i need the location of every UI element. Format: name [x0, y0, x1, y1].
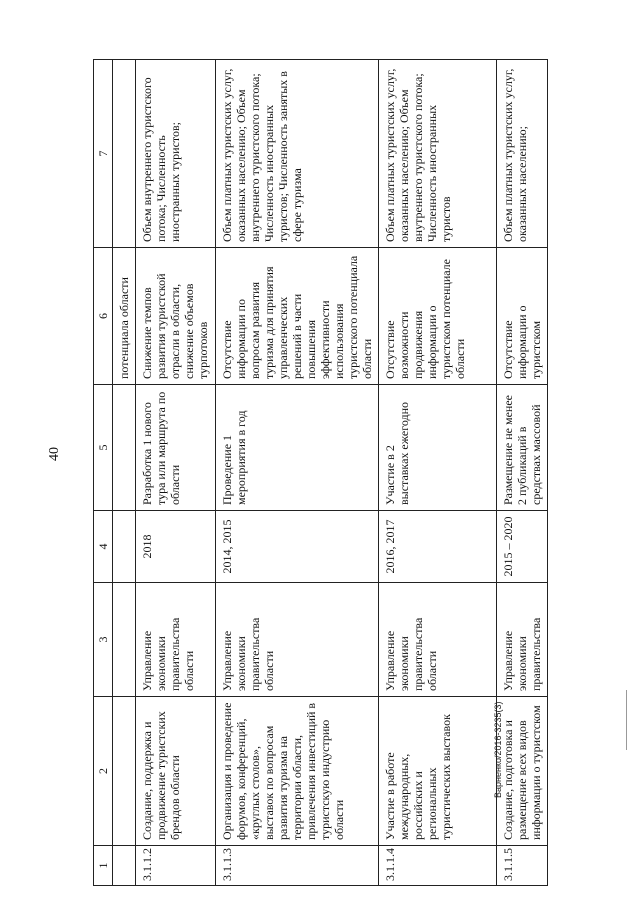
cell-name — [113, 697, 136, 846]
table-row — [113, 60, 136, 886]
header-cell: 1 — [94, 846, 113, 886]
header-cell: 7 — [94, 60, 113, 248]
header-cell: 6 — [94, 248, 113, 385]
cell-name: Организация и проведение форумов, конференций, «круглых столов», выставок по вопросам развития туризма на территории области, привлечения инвестиций в туристскую индустрию области — [216, 697, 379, 846]
cell-problem: Отсутствие информации о туристском — [497, 248, 548, 385]
cell-years: 2014, 2015 — [216, 511, 379, 583]
cell-num — [113, 846, 136, 886]
cell-num: 3.1.1.2 — [136, 846, 216, 886]
cell-years — [113, 511, 136, 583]
cell-problem: Отсутствие информации по вопросам развития туризма для принятия управленческих решений в части повышения эффективности использования туристского потенциала области — [216, 248, 379, 385]
page-number: 40 — [47, 447, 62, 461]
table-row — [136, 60, 216, 886]
cell-indicator: Объем платных туристских услуг, оказанных населению; Объем внутреннего туристского потока; Численность иностранных туристов; Численность занятых в сфере туризма — [216, 60, 379, 248]
cell-exec: Управление экономики правительства области — [379, 583, 497, 697]
cell-indicator — [113, 60, 136, 248]
header-cell: 2 — [94, 697, 113, 846]
table-row — [379, 60, 497, 886]
cell-measure: Размещение не менее 2 публикаций в средствах массовой — [497, 385, 548, 511]
cell-name: Создание, поддержка и продвижение туристских брендов области — [136, 697, 216, 846]
cell-name: Создание, подготовка и размещение всех видов информации о туристском — [497, 697, 548, 846]
header-cell: 4 — [94, 511, 113, 583]
cell-years: 2018 — [136, 511, 216, 583]
cell-problem: потенциала области — [113, 248, 136, 385]
cell-measure — [113, 385, 136, 511]
cell-exec — [113, 583, 136, 697]
cell-problem: Отсутствие возможности продвижения информации о туристском потенциале области — [379, 248, 497, 385]
program-measures-table — [93, 59, 548, 886]
cell-num: 3.1.1.5 — [497, 846, 548, 886]
scan-edge-line — [626, 690, 627, 750]
header-cell: 3 — [94, 583, 113, 697]
document-code: Варненко/2016-3235(3) — [493, 701, 503, 798]
table-row — [216, 60, 379, 886]
cell-indicator: Объем платных туристских услуг, оказанных населению; — [497, 60, 548, 248]
cell-num: 3.1.1.4 — [379, 846, 497, 886]
cell-years: 2016, 2017 — [379, 511, 497, 583]
cell-problem: Снижение темпов развития туристской отрасли в области, снижение объемов турпотоков — [136, 248, 216, 385]
cell-exec: Управление экономики правительства области — [136, 583, 216, 697]
header-cell: 5 — [94, 385, 113, 511]
cell-indicator: Объем внутреннего туристского потока; Численность иностранных туристов; — [136, 60, 216, 248]
cell-name: Участие в работе международных, российских и региональных туристических выставок — [379, 697, 497, 846]
cell-measure: Проведение 1 мероприятия в год — [216, 385, 379, 511]
header-row — [94, 60, 113, 886]
cell-years: 2015 – 2020 — [497, 511, 548, 583]
cell-exec: Управление экономики правительства области — [216, 583, 379, 697]
cell-num: 3.1.1.3 — [216, 846, 379, 886]
rotated-table-container — [93, 60, 543, 886]
cell-measure: Разработка 1 нового тура или маршрута по области — [136, 385, 216, 511]
cell-measure: Участие в 2 выставках ежегодно — [379, 385, 497, 511]
cell-exec: Управление экономики правительства — [497, 583, 548, 697]
cell-indicator: Объем платных туристских услуг, оказанных населению; Объем внутреннего туристского потока; Численность иностранных туристов — [379, 60, 497, 248]
